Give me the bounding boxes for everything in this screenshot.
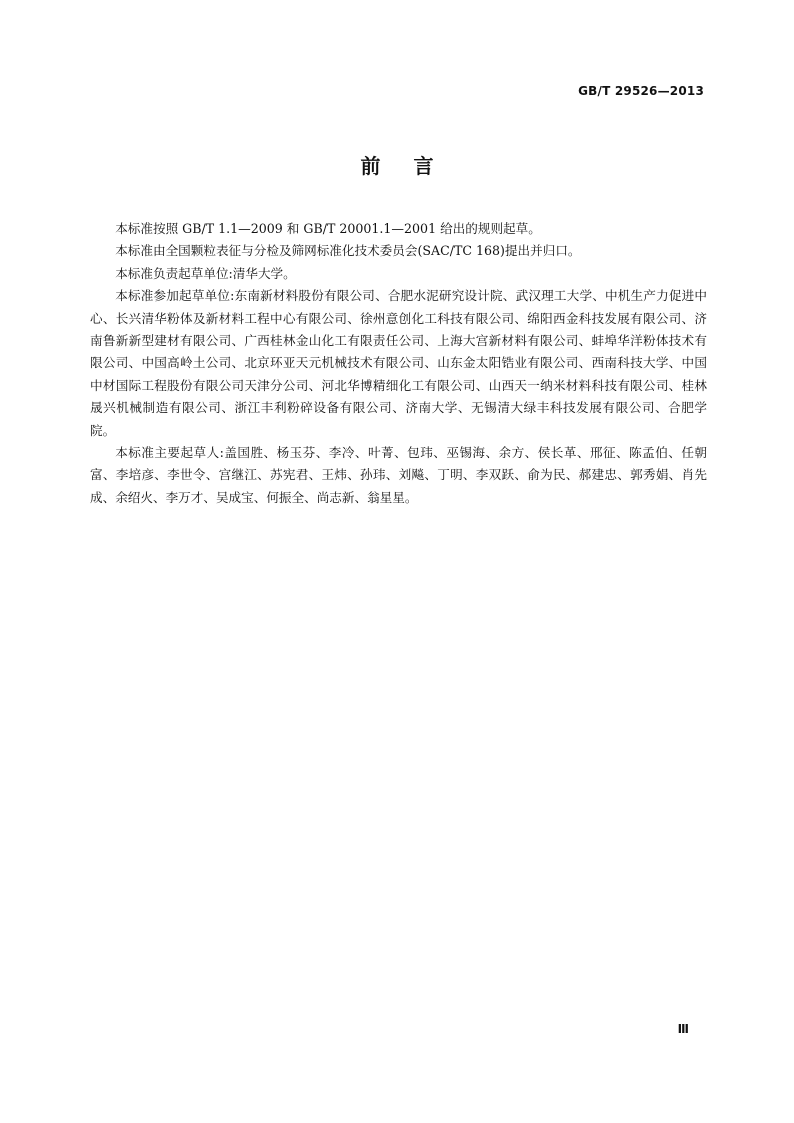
page-title: 前言 — [360, 154, 467, 178]
paragraph-participating-units: 本标准参加起草单位:东南新材料股份有限公司、合肥水泥研究设计院、武汉理工大学、中机生产力促进中心、长兴清华粉体及新材料工程中心有限公司、徐州意创化工科技有限公司、绵阳西金科技发展有限公司、济南鲁新新型建材有限公司、广西桂林金山化工有限责任公司、上海大宫新材料有限公司、蚌埠华洋粉体技术有限公司、中国高岭土公司、北京环亚天元机械技术有限公司、山东金太阳锆业有限公司、西南科技大学、中国中材国际工程股份有限公司天津分公司、河北华博精细化工有限公司、山西天一纳米材料科技有限公司、桂林晟兴机械制造有限公司、浙江丰利粉碎设备有限公司、济南大学、无锡清大绿丰科技发展有限公司、合肥学院。 — [90, 288, 707, 438]
paragraph-proposer: 本标准由全国颗粒表征与分检及筛网标准化技术委员会(SAC/TC 168)提出并归口。 — [115, 243, 581, 259]
page-number: Ⅲ — [677, 1022, 689, 1036]
paragraph-main-drafters: 本标准主要起草人:盖国胜、杨玉芬、李冷、叶菁、包玮、巫锡海、余方、侯长革、邢征、陈孟伯、任朝富、李培彦、李世令、宫继江、苏宪君、王炜、孙玮、刘飚、丁明、李双跃、俞为民、郝建忠、郭秀娟、肖先成、余绍火、李万才、吴成宝、何振全、尚志新、翁星星。 — [90, 445, 707, 505]
foreword-body — [90, 218, 707, 509]
paragraph-responsible-unit: 本标准负责起草单位:清华大学。 — [115, 265, 296, 281]
standard-number: GB/T 29526—2013 — [578, 84, 704, 98]
paragraph-drafting-rules: 本标准按照 GB/T 1.1—2009 和 GB/T 20001.1—2001 给出的规则起草。 — [115, 221, 541, 236]
